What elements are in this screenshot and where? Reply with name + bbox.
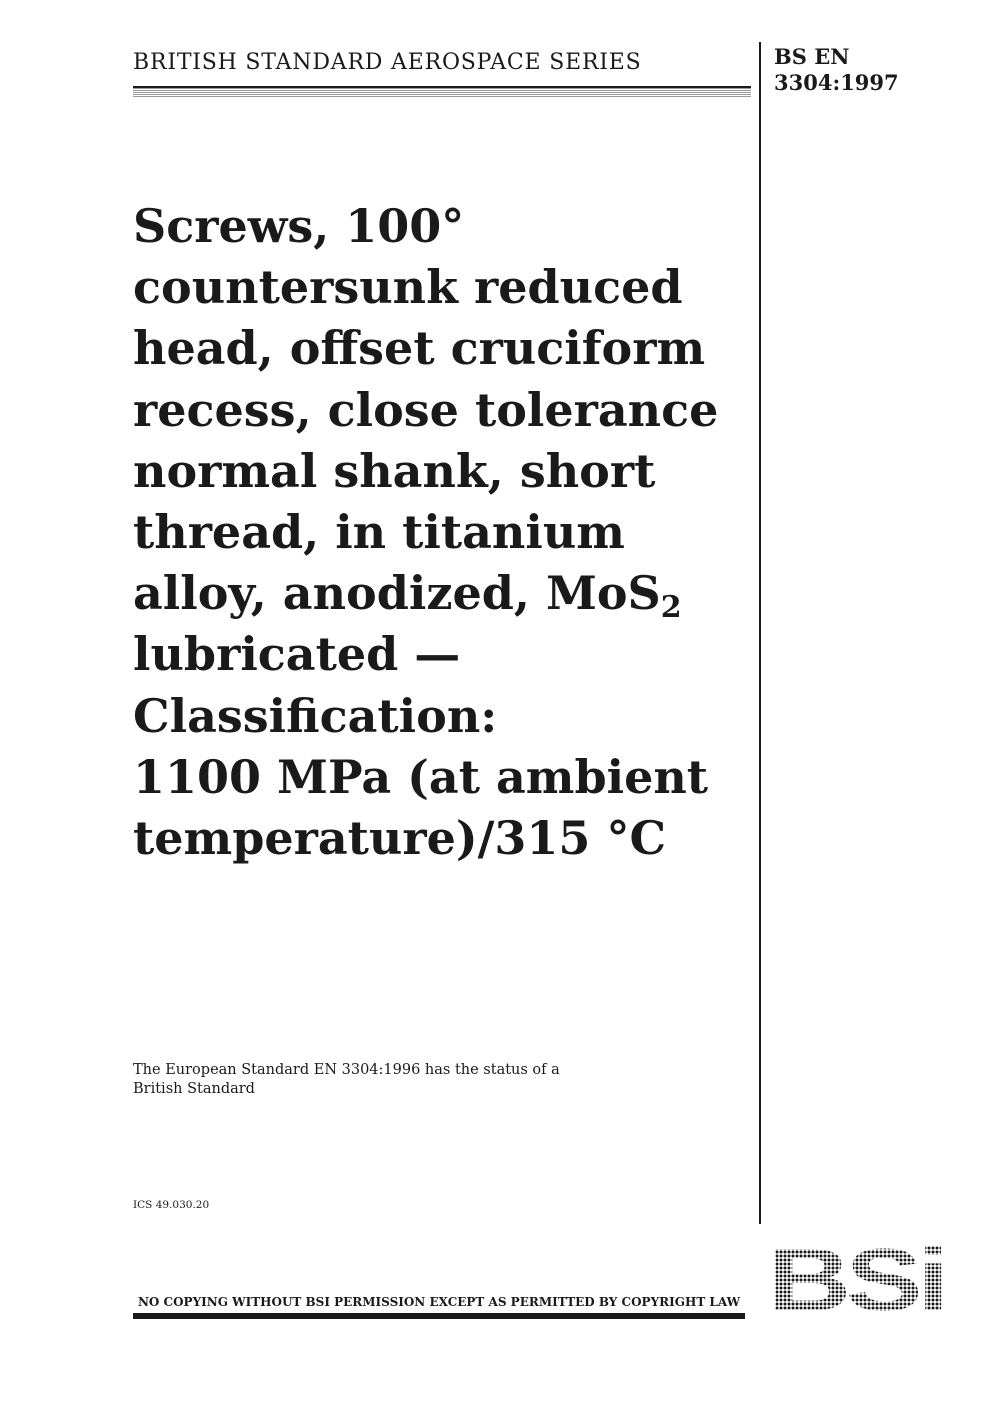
title-line: recess, close tolerance	[133, 382, 719, 437]
title-line: Classification:	[133, 688, 498, 743]
status-line: British Standard	[133, 1081, 255, 1097]
title-line: lubricated —	[133, 627, 461, 682]
title-line: head, offset cruciform	[133, 321, 706, 376]
status-line: The European Standard EN 3304:1996 has the status of a	[133, 1062, 560, 1078]
column-divider	[759, 42, 761, 1224]
standard-number-line: 3304:1997	[774, 70, 899, 95]
title-line: 1100 MPa (at ambient	[133, 749, 709, 804]
footer-rule	[133, 1313, 745, 1319]
title-line: temperature)/315 °C	[133, 811, 667, 866]
title-line	[133, 563, 748, 624]
header-rule	[133, 86, 751, 97]
title-subscript: 2	[660, 590, 682, 626]
copyright-notice: NO COPYING WITHOUT BSI PERMISSION EXCEPT AS PERMITTED BY COPYRIGHT LAW	[137, 1295, 741, 1309]
bsi-logo	[767, 1242, 947, 1316]
standard-number	[774, 44, 899, 96]
status-statement	[133, 1061, 653, 1099]
ics-code: ICS 49.030.20	[133, 1199, 210, 1211]
standard-number-line: BS EN	[774, 44, 850, 69]
title-line: Screws, 100°	[133, 199, 465, 253]
title-line: normal shank, short	[133, 443, 656, 498]
title-line-text: alloy, anodized, MoS	[133, 566, 661, 621]
title-line: thread, in titanium	[133, 505, 625, 560]
series-heading: BRITISH STANDARD AEROSPACE SERIES	[133, 50, 642, 75]
title-line: countersunk reduced	[133, 260, 683, 315]
document-title	[133, 196, 748, 869]
